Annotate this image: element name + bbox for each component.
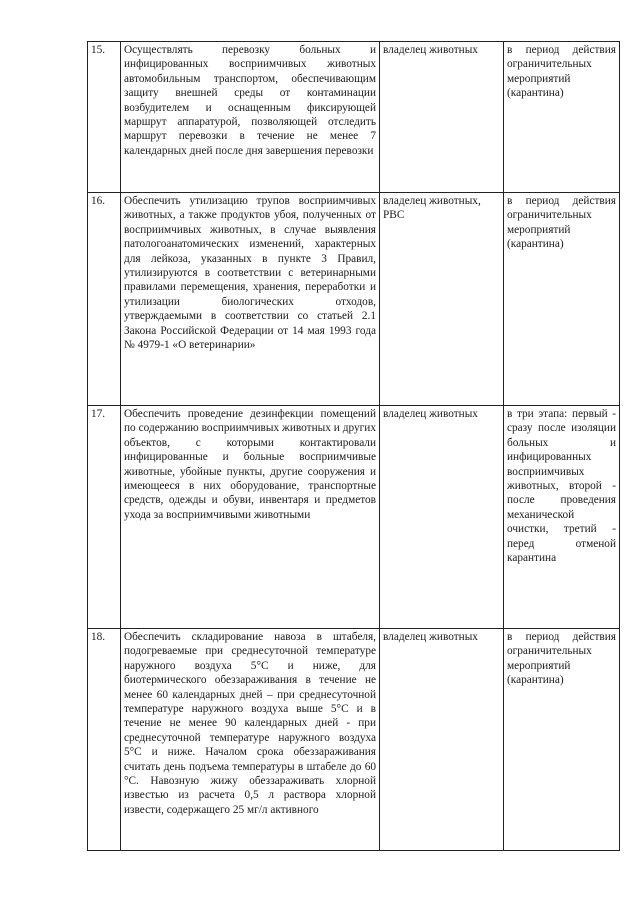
table-row [88, 629, 620, 851]
responsible-party: владелец животных [380, 629, 504, 851]
execution-term: в три этапа: первый - сразу после изоляции больных и инфицированных восприимчивых животных, второй - после проведения механической очистки, третий - перед отменой карантина [504, 406, 620, 629]
table-row [88, 193, 620, 406]
responsible-party: владелец животных [380, 406, 504, 629]
execution-term: в период действия ограничительных мероприятий (карантина) [504, 193, 620, 406]
responsible-party: владелец животных [380, 42, 504, 193]
measure-text: Обеспечить утилизацию трупов восприимчивых животных, а также продуктов убоя, полученных от восприимчивых животных, в случае выявления патологоанатомических изменений, характерных для лейкоза, указанных в пункте 3 Правил, утилизируются в соответствии с ветеринарными правилами перемещения, хранения, переработки и утилизации биологических отходов, утверждаемыми в соответствии со статьей 2.1 Закона Российской Федерации от 14 мая 1993 года № 4979-1 «О ветеринарии» [121, 193, 380, 406]
row-number: 18. [88, 629, 121, 851]
row-number: 16. [88, 193, 121, 406]
measure-text: Обеспечить проведение дезинфекции помещений по содержанию восприимчивых животных и других объектов, с которыми контактировали инфицированные и больные восприимчивые животные, убойные пункты, другие сооружения и имеющееся в них оборудование, транспортные средств, одежды и обуви, инвентаря и предметов ухода за восприимчивыми животными [121, 406, 380, 629]
responsible-party: владелец животных, РВС [380, 193, 504, 406]
measures-table [87, 41, 620, 851]
execution-term: в период действия ограничительных мероприятий (карантина) [504, 42, 620, 193]
row-number: 15. [88, 42, 121, 193]
measure-text: Обеспечить складирование навоза в штабеля, подогреваемые при среднесуточной температуре наружного воздуха 5°С и ниже, для биотермического обеззараживания в течение не менее 60 календарных дней – при среднесуточной температуре наружного воздуха выше 5°С и в течение не менее 90 календарных дней - при среднесуточной температуре наружного воздуха 5°С и ниже. Началом срока обеззараживания считать день подъема температуры в штабеле до 60 °С. Навозную жижу обеззараживать хлорной известью из расчета 0,5 л раствора хлорной извести, содержащего 25 мг/л активного [121, 629, 380, 851]
execution-term: в период действия ограничительных мероприятий (карантина) [504, 629, 620, 851]
row-number: 17. [88, 406, 121, 629]
table-row [88, 406, 620, 629]
table-row [88, 42, 620, 193]
measure-text: Осуществлять перевозку больных и инфицированных восприимчивых животных автомобильным транспортом, обеспечивающим защиту внешней среды от контаминации возбудителем и оснащенным фиксирующей маршрут аппаратурой, позволяющей отследить маршрут перевозки в течение не менее 7 календарных дней после дня завершения перевозки [121, 42, 380, 193]
